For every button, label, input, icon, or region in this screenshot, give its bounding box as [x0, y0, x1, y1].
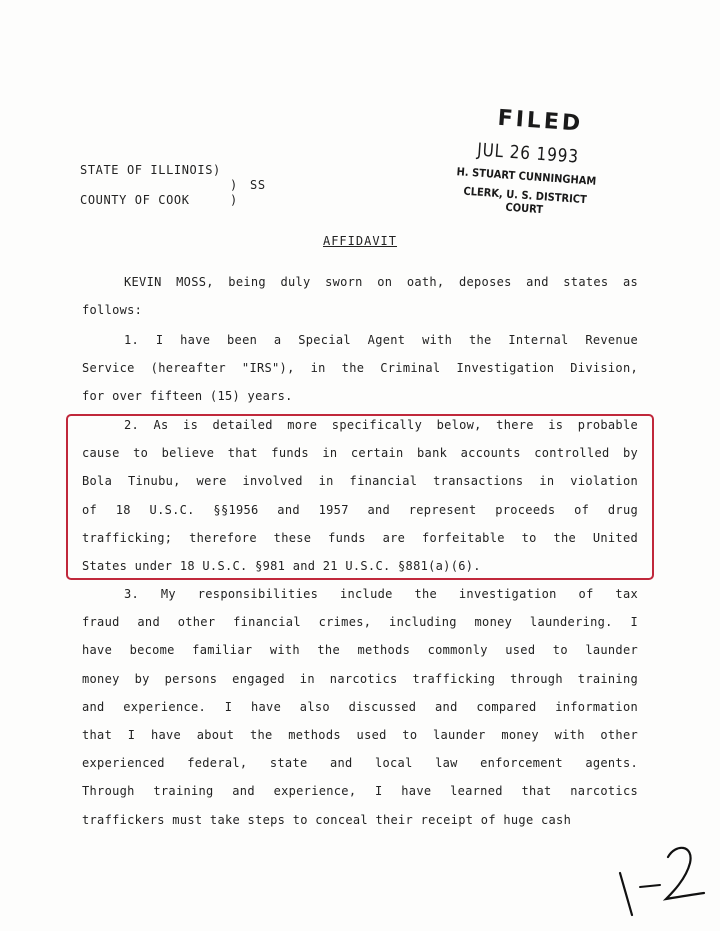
- venue-paren: ): [230, 178, 238, 192]
- text-line: follows:: [82, 303, 143, 318]
- stamp-clerk-name: H. STUART CUNNINGHAM: [456, 165, 597, 188]
- text-line: have become familiar with the methods commonly used to launder: [82, 643, 638, 658]
- text-line: States under 18 U.S.C. §981 and 21 U.S.C. §881(a)(6).: [82, 558, 481, 573]
- text-line: 1. I have been a Special Agent with the Internal Revenue: [124, 333, 638, 347]
- document-title: [0, 234, 720, 248]
- text-line: fraud and other financial crimes, including money laundering. I: [82, 615, 638, 630]
- highlight-box: [66, 414, 654, 580]
- stamp-clerk-title: CLERK, U. S. DISTRICT COURT: [463, 184, 588, 217]
- text-line: Service (hereafter "IRS"), in the Criminal Investigation Division,: [82, 361, 638, 376]
- text-line: cause to believe that funds in certain bank accounts controlled by: [82, 446, 638, 461]
- venue-ss: SS: [250, 178, 266, 192]
- text-line: KEVIN MOSS, being duly sworn on oath, deposes and states as: [124, 275, 638, 289]
- stamp-filed: FILED: [496, 105, 584, 137]
- text-line: 2. As is detailed more specifically below, there is probable: [124, 418, 638, 432]
- paragraph-4: [82, 580, 638, 834]
- venue-state: STATE OF ILLINOIS): [80, 163, 221, 177]
- text-line: money by persons engaged in narcotics trafficking through training: [82, 671, 638, 686]
- handwritten-page-mark: [610, 835, 710, 920]
- text-line: of 18 U.S.C. §§1956 and 1957 and represent proceeds of drug: [82, 502, 638, 517]
- text-line: Bola Tinubu, were involved in financial transactions in violation: [82, 474, 638, 489]
- venue-block: [80, 163, 280, 208]
- venue-close-paren: ): [230, 193, 238, 207]
- text-line: for over fifteen (15) years.: [82, 389, 293, 404]
- text-line: traffickers must take steps to conceal their receipt of huge cash: [82, 812, 572, 827]
- text-line: 3. My responsibilities include the investigation of tax: [124, 587, 638, 601]
- text-line: experienced federal, state and local law enforcement agents.: [82, 756, 638, 771]
- filed-stamp: [436, 102, 618, 221]
- text-line: that I have about the methods used to launder money with other: [82, 727, 638, 742]
- text-line: trafficking; therefore these funds are forfeitable to the United: [82, 530, 638, 545]
- paragraph-2: [82, 326, 638, 411]
- paragraph-1: [82, 268, 638, 324]
- title-text: AFFIDAVIT: [322, 234, 398, 248]
- text-line: Through training and experience, I have learned that narcotics: [82, 784, 638, 799]
- text-line: and experience. I have also discussed and compared information: [82, 699, 638, 714]
- venue-county: COUNTY OF COOK: [80, 193, 190, 207]
- stamp-date: JUL 26 1993: [476, 139, 580, 168]
